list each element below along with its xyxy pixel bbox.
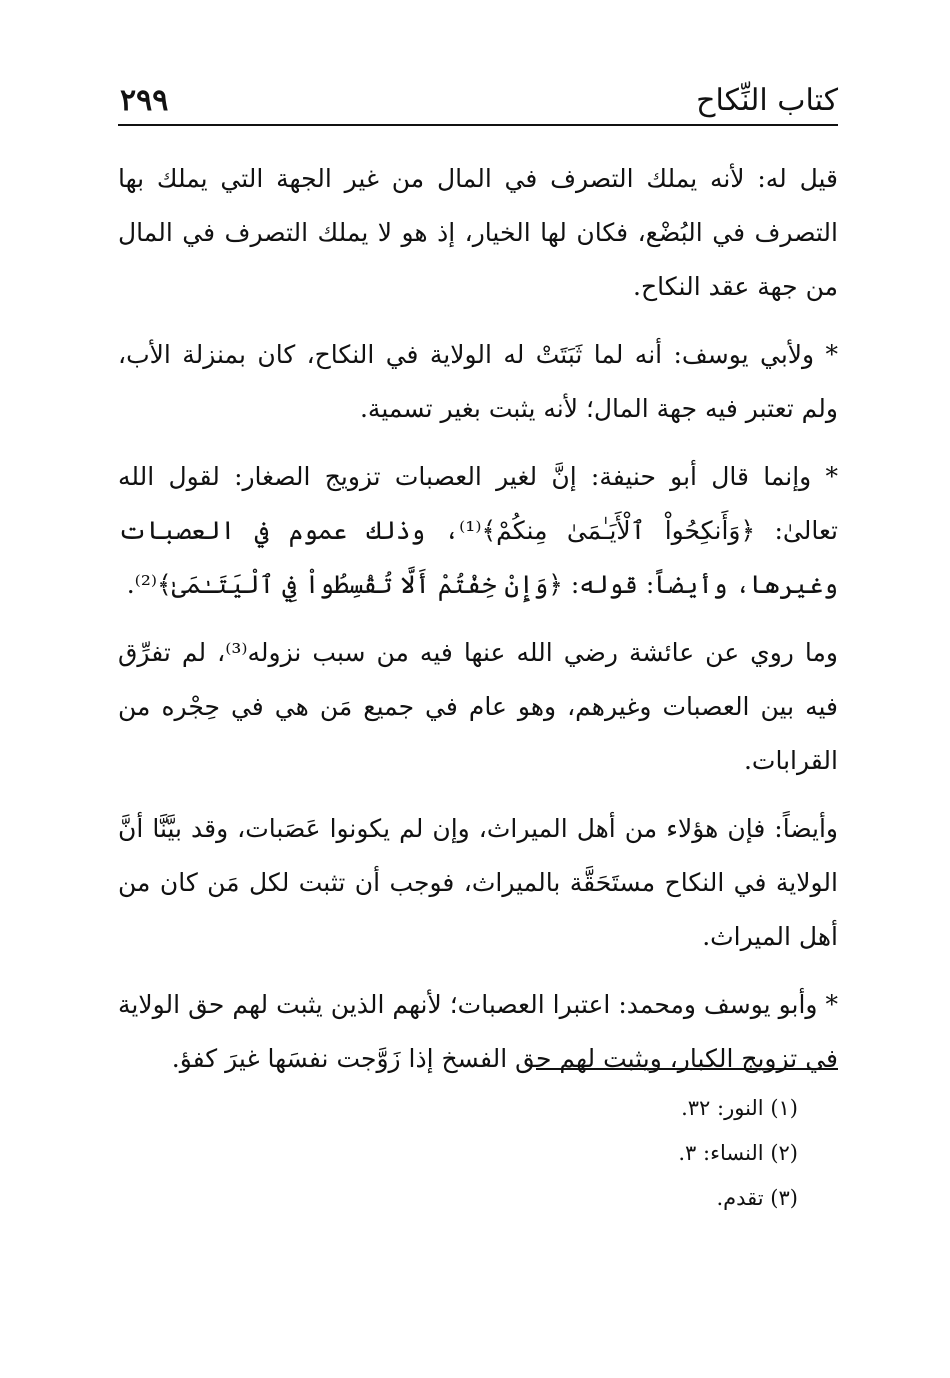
- paragraph-5: وأيضاً: فإن هؤلاء من أهل الميراث، وإن لم يكونوا عَصَبات، وقد بيَّنَّا أنَّ الولاية في النكاح مستَحَقَّة بالميراث، فوجب أن تثبت لكل مَن كان من أهل الميراث.: [118, 814, 838, 951]
- footnote-3: (٣) تقدم.: [716, 1186, 798, 1210]
- page-number: ٢٩٩: [120, 83, 169, 118]
- footnotes: [118, 1086, 798, 1221]
- footnote-2: (٢) النساء: ٣.: [678, 1141, 798, 1165]
- paragraph-3: * وإنما قال أبو حنيفة: إنَّ لغير العصبات تزويج الصغار: لقول الله تعالىٰ: ﴿وَأَنكِحُواْ ٱلْأَيَـٰمَىٰ مِنكُمْ﴾⁽¹⁾، وذلك عموم في العصبات وغيرها، وأيضاً: قوله: ﴿وَإِنْ خِفْتُمْ أَلَّا تُقْسِطُواْ فِي ٱلْيَتَـٰمَىٰ﴾⁽²⁾.: [118, 462, 838, 599]
- paragraph-4: وما روي عن عائشة رضي الله عنها فيه من سبب نزوله⁽³⁾، لم تفرِّق فيه بين العصبات وغيرهم، وهو عام في جميع مَن هي في حِجْره من القرابات.: [118, 638, 838, 775]
- footnote-1: (١) النور: ٣٢.: [681, 1096, 798, 1120]
- page-header: [118, 78, 838, 126]
- running-title: كتاب النِّكاح: [696, 83, 838, 118]
- paragraph-1: قيل له: لأنه يملك التصرف في المال من غير الجهة التي يملك بها التصرف في البُضْع، فكان لها الخيار، إذ هو لا يملك التصرف في المال من جهة عقد النكاح.: [118, 164, 838, 301]
- paragraph-6: * وأبو يوسف ومحمد: اعتبرا العصبات؛ لأنهم الذين يثبت لهم حق الولاية في تزويج الكبار، ويثبت لهم حق الفسخ إذا زَوَّجت نفسَها غيرَ كفؤ.: [118, 990, 838, 1073]
- main-text: [118, 152, 838, 1100]
- footnote-separator: [536, 1068, 838, 1070]
- paragraph-2: * ولأبي يوسف: أنه لما ثَبَتَتْ له الولاية في النكاح، كان بمنزلة الأب، ولم تعتبر فيه جهة المال؛ لأنه يثبت بغير تسمية.: [118, 340, 838, 423]
